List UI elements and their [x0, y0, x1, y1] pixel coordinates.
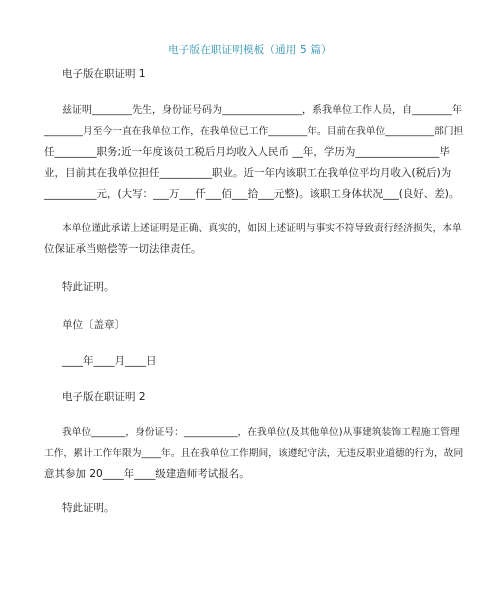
section1-special-statement: 特此证明。 [62, 281, 115, 293]
section1-body-line-5: __________元，(大写：___万___仟___佰___拾___元整)。该职工身体状况___(良好、差)。 [44, 188, 460, 200]
section1-body-line-2: ________月至今一直在我单位工作，在我单位已工作________年。目前在我单位__________部门担 [44, 126, 464, 137]
section1-date: ____年____月____日 [62, 355, 157, 367]
section2-special-statement: 特此证明。 [62, 502, 115, 514]
section2-body-line-2: 工作，累计工作年限为____年。且在我单位工作期间，该遵纪守法，无违反职业道德的行为，故同 [44, 448, 464, 459]
document-title: 电子版在职证明模板（通用 5 篇） [168, 44, 332, 56]
section2-body-line-3: 意其参加 20____年____级建造师考试报名。 [44, 468, 250, 480]
section1-body-line-1: 兹证明________先生，身份证号码为________________，系我单位工作人员，自________年 [62, 105, 462, 116]
section1-heading: 电子版在职证明 1 [62, 68, 146, 80]
section1-statement-line-2: 位保证承当赔偿等一切法律责任。 [44, 243, 202, 255]
section1-unit-seal: 单位〔盖章〕 [62, 319, 125, 331]
section1-statement-line-1: 本单位谨此承诺上述证明是正确、真实的，如因上述证明与事实不符导致责行经济损失，本单 [62, 223, 462, 234]
section1-body-line-4: 业，目前其在我单位担任__________职业。近一年内该职工在我单位平均月收入(税后)为 [44, 167, 452, 179]
section2-heading: 电子版在职证明 2 [62, 391, 146, 403]
section2-body-line-1: 我单位_______，身份证号：___________，在我单位(及其他单位)从事建筑装饰工程施工管理 [62, 427, 460, 438]
section1-body-line-3: 任________职务;近一年度该员工税后月均收入人民币 __年，学历为________________毕 [44, 146, 450, 158]
